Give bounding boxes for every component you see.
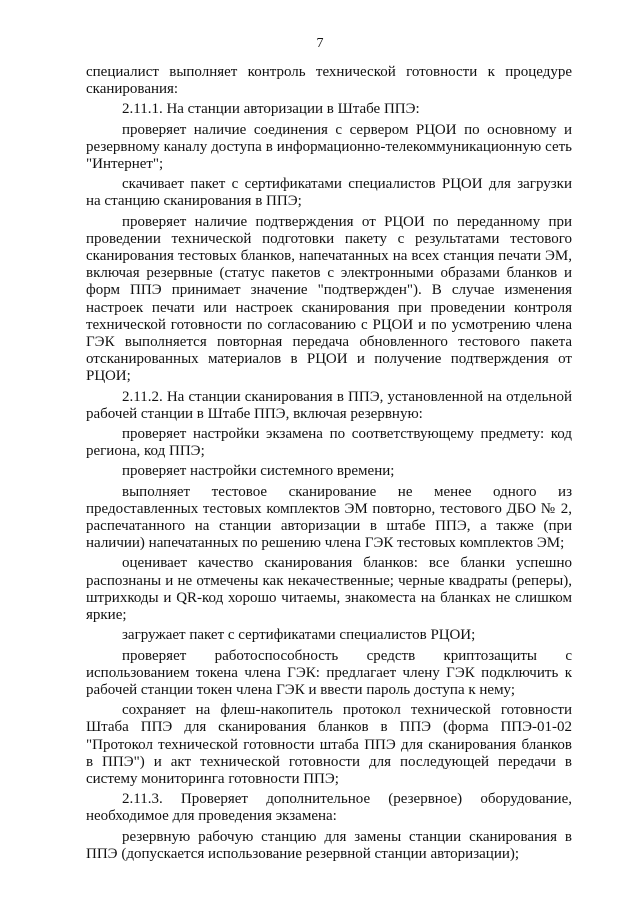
paragraph: загружает пакет с сертификатами специалистов РЦОИ; <box>122 627 476 644</box>
paragraph: проверяет настройки системного времени; <box>122 463 395 480</box>
page-number: 7 <box>316 36 324 51</box>
paragraph: проверяет наличие соединения с сервером РЦОИ по основному и резервному каналу доступа в информационно-телекоммуникационную сеть "Интернет"; <box>86 121 572 173</box>
paragraph: проверяет настройки экзамена по соответствующему предмету: код региона, код ППЭ; <box>86 426 572 460</box>
paragraph: сохраняет на флеш-накопитель протокол технической готовности Штаба ППЭ для сканирования бланков в ППЭ (форма ППЭ-01-02 "Протокол технической готовности штаба ППЭ для сканирования бланков в ППЭ") и акт технической готовности для последующей передачи в систему мониторинга готовности ППЭ; <box>86 702 572 787</box>
paragraph: проверяет работоспособность средств криптозащиты с использованием токена члена ГЭК: предлагает члену ГЭК подключить к рабочей станции токен члена ГЭК и ввести пароль доступа к нему; <box>86 647 572 698</box>
paragraph: скачивает пакет с сертификатами специалистов РЦОИ для загрузки на станцию сканирования в ППЭ; <box>86 176 572 210</box>
paragraph: 2.11.2. На станции сканирования в ППЭ, установленной на отдельной рабочей станции в Штабе ППЭ, включая резервную: <box>86 388 572 422</box>
paragraph: 2.11.3. Проверяет дополнительное (резервное) оборудование, необходимое для проведения экзамена: <box>86 791 572 825</box>
paragraph: оценивает качество сканирования бланков: все бланки успешно распознаны и не отмечены как некачественные; черные квадраты (реперы), штрихкоды и QR-код хорошо читаемы, знакоместа на бланках не слишком яркие; <box>86 555 572 624</box>
paragraph: 2.11.1. На станции авторизации в Штабе ППЭ: <box>122 101 420 118</box>
paragraph: проверяет наличие подтверждения от РЦОИ по переданному при проведении технической подготовки пакету с результатами тестового сканирования тестовых бланков, напечатанных на всех станция печати ЭМ, включая резервные (статус пакетов с электронными образами бланков и форм ППЭ принимает значение "подтвержден"). В случае изменения настроек печати или настроек сканирования при проведении контроля технической готовности по согласованию с РЦОИ и по усмотрению члена ГЭК выполняется повторная передача обновленного тестового пакета отсканированных материалов в РЦОИ и получение подтверждения от РЦОИ; <box>86 213 572 385</box>
paragraph: выполняет тестовое сканирование не менее одного из предоставленных тестовых комплектов ЭМ повторно, тестового ДБО № 2, распечатанного на станции авторизации в штабе ППЭ, а также (при наличии) напечатанных по решению члена ГЭК тестовых комплектов ЭМ; <box>86 483 572 552</box>
paragraph: резервную рабочую станцию для замены станции сканирования в ППЭ (допускается использование резервной станции авторизации); <box>86 828 572 862</box>
document-body <box>86 64 572 866</box>
paragraph: специалист выполняет контроль технической готовности к процедуре сканирования: <box>86 64 572 98</box>
